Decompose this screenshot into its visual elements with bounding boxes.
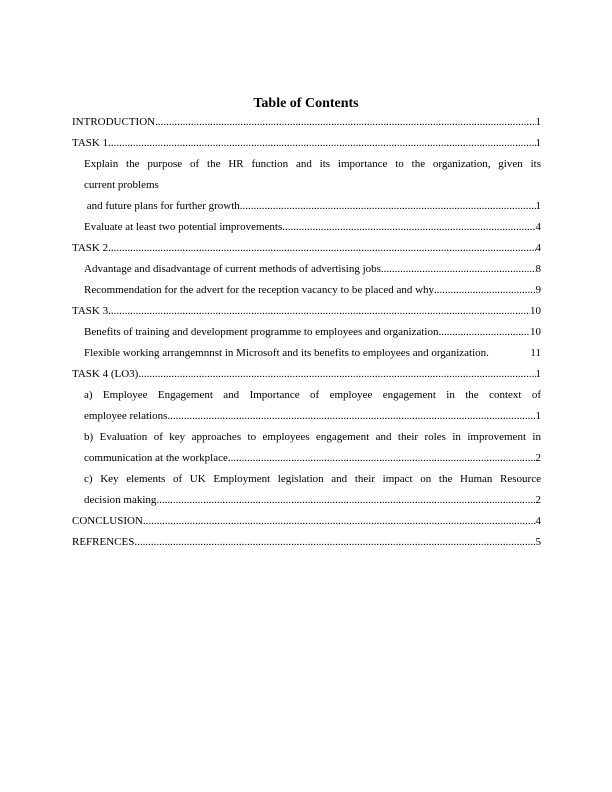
toc-entry-label: employee relations xyxy=(84,410,168,422)
toc-entry-advertising-methods[interactable] xyxy=(72,259,541,280)
leader-dots xyxy=(138,364,535,385)
toc-page-number: 4 xyxy=(535,515,541,527)
toc-page-number: 1 xyxy=(535,410,541,422)
toc-entry-label: Recommendation for the advert for the reception vacancy to be placed and why xyxy=(84,284,435,296)
toc-entry-engagement-line-2[interactable] xyxy=(72,406,541,427)
toc-entry-task-4[interactable] xyxy=(72,364,541,385)
toc-entry-label: CONCLUSION xyxy=(72,515,143,527)
toc-page-number: 5 xyxy=(535,536,541,548)
leader-dots xyxy=(155,112,535,133)
toc-entry-improvements[interactable] xyxy=(72,217,541,238)
leader-dots xyxy=(108,133,535,154)
toc-entry-label: TASK 3 xyxy=(72,305,109,317)
toc-page-number: 11 xyxy=(530,347,541,359)
toc-entry-label: INTRODUCTION xyxy=(72,116,156,128)
toc-page-number: 1 xyxy=(535,137,541,149)
toc-title: Table of Contents xyxy=(253,96,359,111)
toc-entry-label: TASK 4 (LO3) xyxy=(72,368,139,380)
toc-entry-engagement-line-1[interactable]: a) Employee Engagement and Importance of employee engagement in the context of xyxy=(84,389,541,401)
leader-dots xyxy=(228,448,536,469)
toc-page-number: 9 xyxy=(535,284,541,296)
leader-dots xyxy=(108,238,535,259)
table-of-contents xyxy=(72,112,541,553)
toc-page-number: 10 xyxy=(530,326,541,338)
leader-dots xyxy=(143,511,536,532)
toc-entry-label: TASK 2 xyxy=(72,242,109,254)
toc-entry-label: communication at the workplace xyxy=(84,452,228,464)
toc-entry-label: TASK 1 xyxy=(72,137,109,149)
leader-dots xyxy=(108,301,530,322)
toc-page-number: 1 xyxy=(535,368,541,380)
toc-page-number: 4 xyxy=(535,221,541,233)
leader-dots xyxy=(381,259,536,280)
toc-entry-flexible-working[interactable] xyxy=(72,343,541,364)
toc-page-number: 4 xyxy=(535,242,541,254)
toc-page-number: 2 xyxy=(535,494,541,506)
toc-entry-label: Advantage and disadvantage of current methods of advertising jobs xyxy=(84,263,381,275)
toc-page-number: 1 xyxy=(535,116,541,128)
leader-dots xyxy=(282,217,535,238)
toc-entry-approaches-line-2[interactable] xyxy=(72,448,541,469)
toc-entry-label: Evaluate at least two potential improvements xyxy=(84,221,283,233)
toc-entry-hr-purpose-line-1[interactable]: Explain the purpose of the HR function and its importance to the organization, given its xyxy=(84,158,541,170)
toc-entry-approaches-line-1[interactable]: b) Evaluation of key approaches to employees engagement and their roles in improvement in xyxy=(84,431,541,443)
toc-page-number: 2 xyxy=(535,452,541,464)
toc-page-number: 1 xyxy=(535,200,541,212)
toc-entry-label: decision making xyxy=(84,494,157,506)
leader-dots xyxy=(134,532,535,553)
leader-dots xyxy=(434,280,535,301)
toc-page-number: 8 xyxy=(535,263,541,275)
leader-dots xyxy=(167,406,535,427)
toc-entry-introduction[interactable] xyxy=(72,112,541,133)
leader-dots xyxy=(156,490,535,511)
toc-entry-label: Flexible working arrangemnnst in Microsoft and its benefits to employees and organization. xyxy=(84,347,489,359)
toc-entry-legislation-line-1[interactable]: c) Key elements of UK Employment legislation and their impact on the Human Resource xyxy=(84,473,541,485)
toc-entry-label: REFRENCES xyxy=(72,536,135,548)
toc-entry-task-2[interactable] xyxy=(72,238,541,259)
toc-entry-task-3[interactable] xyxy=(72,301,541,322)
toc-entry-task-1[interactable] xyxy=(72,133,541,154)
toc-entry-label: Benefits of training and development programme to employees and organization xyxy=(84,326,439,338)
toc-entry-hr-purpose-line-3[interactable] xyxy=(72,196,541,217)
toc-page-number: 10 xyxy=(530,305,541,317)
toc-entry-training-benefits[interactable] xyxy=(72,322,541,343)
leader-dots xyxy=(240,196,536,217)
toc-entry-refrences[interactable] xyxy=(72,532,541,553)
toc-entry-label: and future plans for further growth xyxy=(84,200,240,212)
toc-entry-conclusion[interactable] xyxy=(72,511,541,532)
leader-dots xyxy=(438,322,530,343)
toc-entry-reception-advert[interactable] xyxy=(72,280,541,301)
toc-entry-legislation-line-2[interactable] xyxy=(72,490,541,511)
toc-entry-hr-purpose-line-2[interactable]: current problems xyxy=(84,179,159,191)
